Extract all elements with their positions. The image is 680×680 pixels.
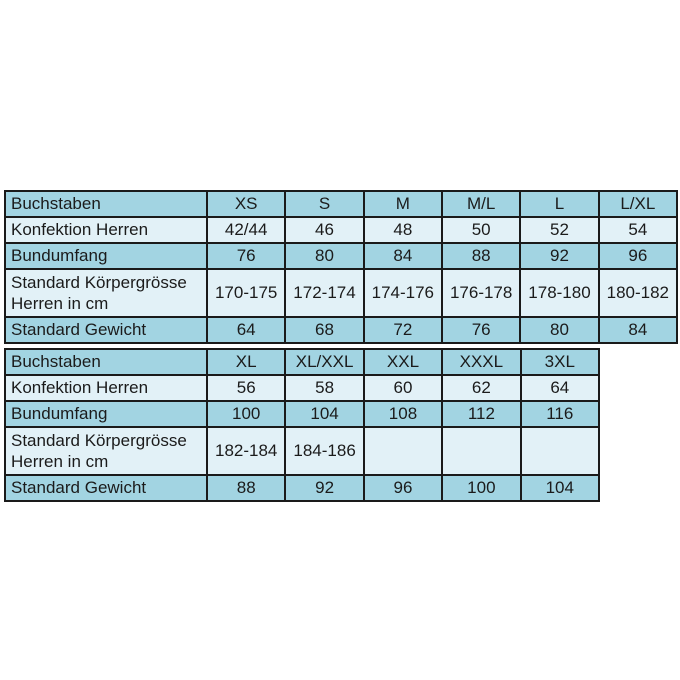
value-cell: 54 [599, 217, 677, 243]
value-cell: 84 [364, 243, 442, 269]
value-cell: 92 [285, 475, 363, 501]
value-cell-empty [521, 427, 599, 475]
value-cell: 112 [442, 401, 520, 427]
value-cell: 88 [207, 475, 285, 501]
value-cell: 76 [442, 317, 520, 343]
row-label-gewicht: Standard Gewicht [5, 475, 207, 501]
size-letter-cell: 3XL [521, 349, 599, 375]
value-cell: 170-175 [207, 269, 285, 317]
size-table-letters-xs-lxl [4, 190, 678, 344]
value-cell: 50 [442, 217, 520, 243]
row-label-konfektion: Konfektion Herren [5, 375, 207, 401]
value-cell: 100 [207, 401, 285, 427]
value-cell: 172-174 [285, 269, 363, 317]
value-cell: 46 [285, 217, 363, 243]
row-label-bundumfang: Bundumfang [5, 401, 207, 427]
table-row [5, 191, 677, 217]
value-cell: 108 [364, 401, 442, 427]
table-row [5, 427, 599, 475]
value-cell: 48 [364, 217, 442, 243]
value-cell: 72 [364, 317, 442, 343]
value-cell: 178-180 [520, 269, 598, 317]
value-cell: 76 [207, 243, 285, 269]
value-cell: 116 [521, 401, 599, 427]
size-letter-cell: S [285, 191, 363, 217]
size-letter-cell: XL/XXL [285, 349, 363, 375]
value-cell: 58 [285, 375, 363, 401]
table-row [5, 317, 677, 343]
value-cell: 56 [207, 375, 285, 401]
table-row [5, 375, 599, 401]
size-letter-cell: XXXL [442, 349, 520, 375]
row-label-gewicht: Standard Gewicht [5, 317, 207, 343]
value-cell: 88 [442, 243, 520, 269]
value-cell-empty [442, 427, 520, 475]
value-cell: 100 [442, 475, 520, 501]
size-table-letters-xl-3xl [4, 348, 600, 502]
size-letter-cell: XL [207, 349, 285, 375]
value-cell: 180-182 [599, 269, 677, 317]
value-cell: 174-176 [364, 269, 442, 317]
table-row [5, 475, 599, 501]
table-row [5, 217, 677, 243]
table-row [5, 269, 677, 317]
value-cell: 62 [442, 375, 520, 401]
row-label-koerpergroesse: Standard Körpergrösse Herren in cm [5, 269, 207, 317]
value-cell: 64 [207, 317, 285, 343]
value-cell: 68 [285, 317, 363, 343]
row-label-buchstaben: Buchstaben [5, 191, 207, 217]
value-cell: 104 [521, 475, 599, 501]
size-letter-cell: L/XL [599, 191, 677, 217]
size-letter-cell: M [364, 191, 442, 217]
value-cell: 52 [520, 217, 598, 243]
value-cell: 176-178 [442, 269, 520, 317]
value-cell: 42/44 [207, 217, 285, 243]
row-label-bundumfang: Bundumfang [5, 243, 207, 269]
size-letter-cell: L [520, 191, 598, 217]
row-label-konfektion: Konfektion Herren [5, 217, 207, 243]
value-cell: 92 [520, 243, 598, 269]
value-cell: 96 [599, 243, 677, 269]
value-cell: 80 [520, 317, 598, 343]
row-label-koerpergroesse: Standard Körpergrösse Herren in cm [5, 427, 207, 475]
value-cell-empty [364, 427, 442, 475]
size-letter-cell: M/L [442, 191, 520, 217]
table-row [5, 401, 599, 427]
size-letter-cell: XXL [364, 349, 442, 375]
table-row [5, 243, 677, 269]
value-cell: 96 [364, 475, 442, 501]
size-letter-cell: XS [207, 191, 285, 217]
table-row [5, 349, 599, 375]
value-cell: 184-186 [285, 427, 363, 475]
value-cell: 182-184 [207, 427, 285, 475]
row-label-buchstaben: Buchstaben [5, 349, 207, 375]
value-cell: 84 [599, 317, 677, 343]
value-cell: 60 [364, 375, 442, 401]
value-cell: 64 [521, 375, 599, 401]
value-cell: 80 [285, 243, 363, 269]
value-cell: 104 [285, 401, 363, 427]
